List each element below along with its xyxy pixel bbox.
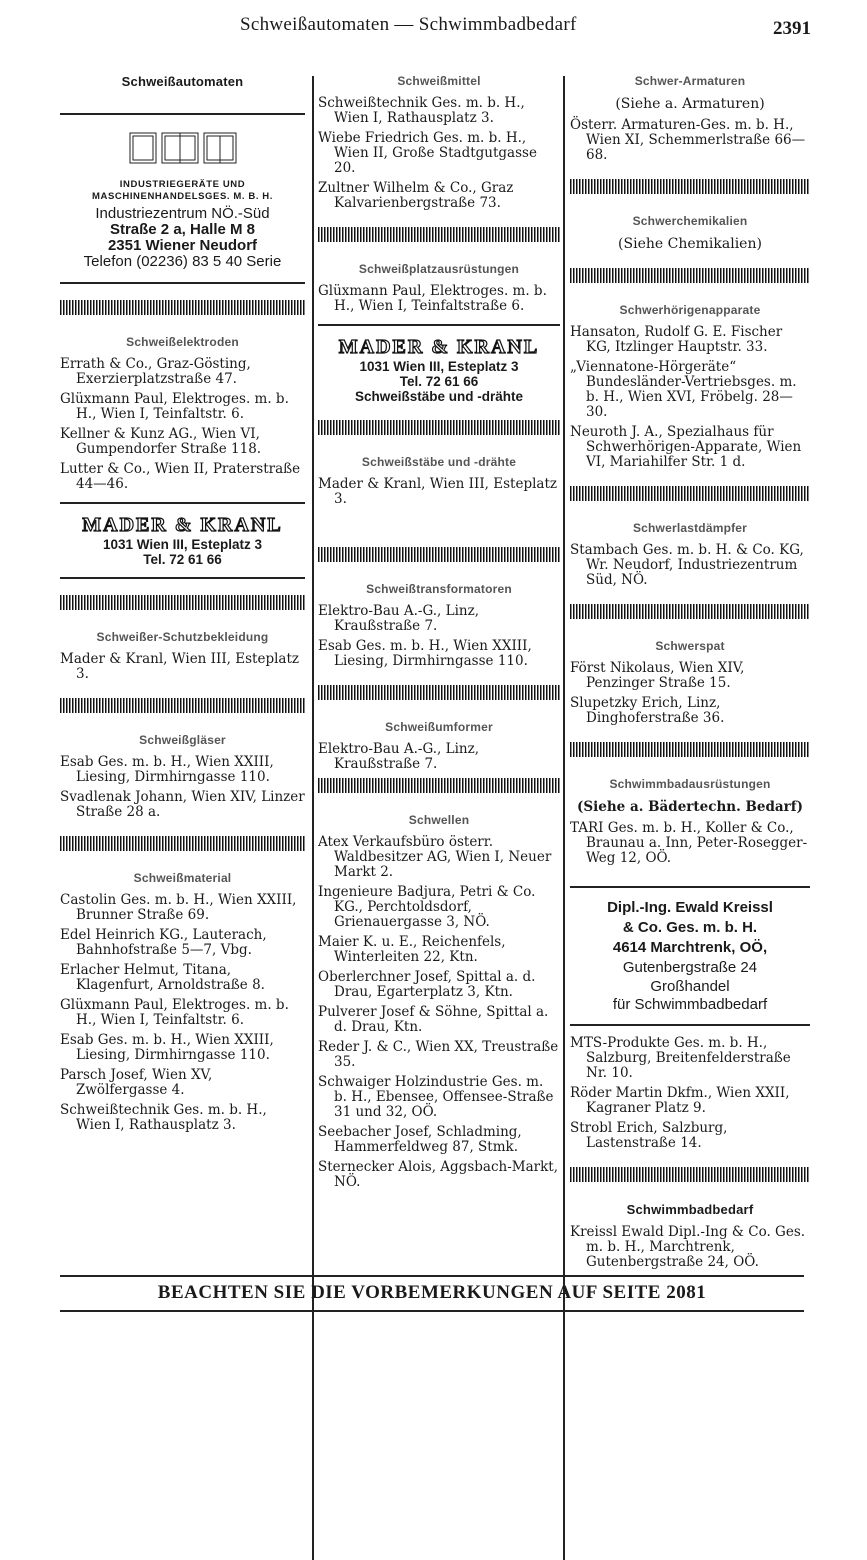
section-heading: Schwer-Armaturen [634,74,746,88]
separator-bar [570,1167,810,1182]
section-heading: Schweißmittel [397,74,481,88]
divider [60,577,305,579]
section-heading: Schwimmbadausrüstungen [609,777,771,791]
list-item: Esab Ges. m. b. H., Wien XXIII, Liesing, Dirmhirngasse 110. [60,1032,274,1063]
section-heading: Schweißplatzausrüstungen [358,262,520,276]
ad-company-line: INDUSTRIEGERÄTE UND [119,179,246,190]
list-item: Kellner & Kunz AG., Wien VI, Gumpendorfer Straße 118. [60,426,262,457]
separator-bar [318,685,560,700]
divider [60,282,305,284]
list-item: Zultner Wilhelm & Co., Graz Kalvarienbergstraße 73. [318,180,514,211]
divider [60,113,305,115]
section-heading: Schweißmaterial [133,871,232,885]
advertisement-mader-kranl [60,514,305,567]
section-heading: Schwerlastdämpfer [632,521,748,535]
list-item: Först Nikolaus, Wien XIV, Penzinger Straße 15. [570,660,745,691]
section-heading: Schweißumformer [385,720,493,734]
separator-bar [570,268,810,283]
separator-bar [318,778,560,793]
list-item: Oberlerchner Josef, Spittal a. d. Drau, Egarterplatz 3, Ktn. [318,969,536,1000]
section-heading: Schwellen [408,813,470,827]
list-item: Österr. Armaturen-Ges. m. b. H., Wien XI, Schemmerlstraße 66—68. [570,117,806,163]
section-heading: Schweißautomaten [121,74,244,89]
advertisement-kreissl [570,898,810,1014]
separator-bar [318,547,560,562]
section-heading: Schweißstäbe und -drähte [361,455,517,469]
list-item: Schweißtechnik Ges. m. b. H., Wien I, Rathausplatz 3. [318,95,525,126]
divider [570,1024,810,1026]
list-item: Wiebe Friedrich Ges. m. b. H., Wien II, Große Stadtgutgasse 20. [318,130,537,176]
ad-line: Tel. 72 61 66 [143,552,222,567]
list-item: Hansaton, Rudolf G. E. Fischer KG, Itzlinger Hauptstr. 33. [570,324,783,355]
ad-line: Gutenbergstraße 24 [622,959,758,976]
list-item: TARI Ges. m. b. H., Koller & Co., Braunau a. Inn, Peter-Rosegger-Weg 12, OÖ. [570,820,808,866]
list-item: Mader & Kranl, Wien III, Esteplatz 3. [60,651,299,682]
list-item: „Viennatone-Hörgeräte“ Bundesländer-Vertriebsges. m. b. H., Wien XVI, Fröbelg. 28—30. [570,359,797,420]
section-heading: Schweißgläser [139,733,226,747]
ad-line: für Schwimmbadbedarf [612,996,768,1013]
list-item: Schweißtechnik Ges. m. b. H., Wien I, Rathausplatz 3. [60,1102,267,1133]
section-heading: Schweißtransformatoren [366,582,512,596]
section-heading: Schwerhörigenapparate [619,303,761,317]
separator-bar [570,179,810,194]
list-item: Maier K. u. E., Reichenfels, Winterleiten 22, Ktn. [318,934,506,965]
divider [60,502,305,504]
separator-bar [60,698,305,713]
footer-notice: BEACHTEN SIE DIE VORBEMERKUNGEN AUF SEITE 2081 [157,1282,707,1303]
advertisement-igm [60,129,305,270]
ad-line: 1031 Wien III, Esteplatz 3 [359,359,519,374]
ad-line: Telefon (02236) 83 5 40 Serie [83,253,282,270]
separator-bar [570,742,810,757]
list-item: Lutter & Co., Wien II, Praterstraße 44—46. [60,461,301,492]
ad-line: & Co. Ges. m. b. H. [622,919,758,936]
list-item: Edel Heinrich KG., Lauterach, Bahnhofstraße 5—7, Vbg. [60,927,267,958]
list-item: Röder Martin Dkfm., Wien XXII, Kagraner Platz 9. [570,1085,790,1116]
footer-rule-top [60,1275,804,1277]
divider [318,324,560,326]
page-number: 2391 [773,18,811,39]
section-heading: Schweißelektroden [126,335,239,349]
ad-line: Straße 2 a, Halle M 8 [109,221,256,238]
see-also: (Siehe a. Armaturen) [615,96,765,112]
list-item: Schwaiger Holzindustrie Ges. m. b. H., Ebensee, Offensee-Straße 31 und 32, OÖ. [318,1074,554,1120]
list-item: Glüxmann Paul, Elektroges. m. b. H., Wien I, Teinfaltstr. 6. [60,391,289,422]
separator-bar [318,227,560,242]
list-item: Sternecker Alois, Aggsbach-Markt, NÖ. [318,1159,558,1190]
page-title: Schweißautomaten — Schwimmbadbedarf [240,14,577,35]
see-also: (Siehe Chemikalien) [618,236,762,252]
mader-kranl-logo: MADER & KRANL [338,336,540,358]
divider [570,886,810,888]
separator-bar [570,486,810,501]
ad-line: Industriezentrum NÖ.-Süd [95,205,270,222]
separator-bar [318,420,560,435]
section-heading: Schwerchemikalien [632,214,748,228]
column-divider [563,76,565,1560]
list-item: Elektro-Bau A.-G., Linz, Kraußstraße 7. [318,603,480,634]
mader-kranl-logo: MADER & KRANL [82,514,283,536]
list-item: MTS-Produkte Ges. m. b. H., Salzburg, Breitenfelderstraße Nr. 10. [570,1035,791,1081]
list-item: Errath & Co., Graz-Gösting, Exerzierplatzstraße 47. [60,356,251,387]
footer-rule-bottom [60,1310,804,1312]
separator-bar [60,595,305,610]
list-item: Mader & Kranl, Wien III, Esteplatz 3. [318,476,557,507]
section-heading: Schwerspat [655,639,725,653]
page-header [0,14,867,44]
company-logo-icon [128,129,238,169]
column-middle [318,74,560,1554]
list-item: Castolin Ges. m. b. H., Wien XXIII, Brunner Straße 69. [60,892,297,923]
column-right [570,74,810,1554]
list-item: Kreissl Ewald Dipl.-Ing & Co. Ges. m. b. H., Marchtrenk, Gutenbergstraße 24, OÖ. [570,1224,806,1270]
list-item: Ingenieure Badjura, Petri & Co. KG., Perchtoldsdorf, Grienauergasse 3, NÖ. [318,884,536,930]
ad-line: 2351 Wiener Neudorf [107,237,258,254]
separator-bar [60,836,305,851]
section-heading: Schwimmbadbedarf [626,1202,754,1217]
list-item: Neuroth J. A., Spezialhaus für Schwerhörigen-Apparate, Wien VI, Mariahilfer Str. 1 d. [570,424,802,470]
advertisement-mader-kranl [318,336,560,404]
separator-bar [570,604,810,619]
see-also: (Siehe a. Bädertechn. Bedarf) [577,799,803,815]
list-item: Elektro-Bau A.-G., Linz, Kraußstraße 7. [318,741,480,772]
column-divider [312,76,314,1560]
section-heading: Schweißer-Schutzbekleidung [96,630,269,644]
list-item: Strobl Erich, Salzburg, Lastenstraße 14. [570,1120,728,1151]
list-item: Esab Ges. m. b. H., Wien XXIII, Liesing, Dirmhirngasse 110. [318,638,532,669]
list-item: Pulverer Josef & Söhne, Spittal a. d. Drau, Ktn. [318,1004,549,1035]
ad-line: Schweißstäbe und -drähte [354,389,524,404]
list-item: Esab Ges. m. b. H., Wien XXIII, Liesing, Dirmhirngasse 110. [60,754,274,785]
list-item: Reder J. & C., Wien XX, Treustraße 35. [318,1039,559,1070]
list-item: Stambach Ges. m. b. H. & Co. KG, Wr. Neudorf, Industriezentrum Süd, NÖ. [570,542,804,588]
ad-company-line: MASCHINENHANDELSGES. M. B. H. [91,191,274,202]
ad-line: Tel. 72 61 66 [399,374,479,389]
list-item: Seebacher Josef, Schladming, Hammerfeldweg 87, Stmk. [318,1124,522,1155]
list-item: Slupetzky Erich, Linz, Dinghoferstraße 36. [570,695,725,726]
column-left [60,74,305,1554]
list-item: Atex Verkaufsbüro österr. Waldbesitzer AG, Wien I, Neuer Markt 2. [318,834,552,880]
ad-line: 1031 Wien III, Esteplatz 3 [103,537,262,552]
list-item: Glüxmann Paul, Elektroges. m. b. H., Wien I, Teinfaltstr. 6. [60,997,289,1028]
ad-line: 4614 Marchtrenk, OÖ, [612,939,768,956]
ad-line: Dipl.-Ing. Ewald Kreissl [607,899,773,916]
ad-line: Großhandel [650,978,730,995]
list-item: Parsch Josef, Wien XV, Zwölfergasse 4. [60,1067,213,1098]
list-item: Svadlenak Johann, Wien XIV, Linzer Straße 28 a. [60,789,305,820]
list-item: Glüxmann Paul, Elektroges. m. b. H., Wien I, Teinfaltstraße 6. [318,283,547,314]
separator-bar [60,300,305,315]
list-item: Erlacher Helmut, Titana, Klagenfurt, Arnoldstraße 8. [60,962,265,993]
